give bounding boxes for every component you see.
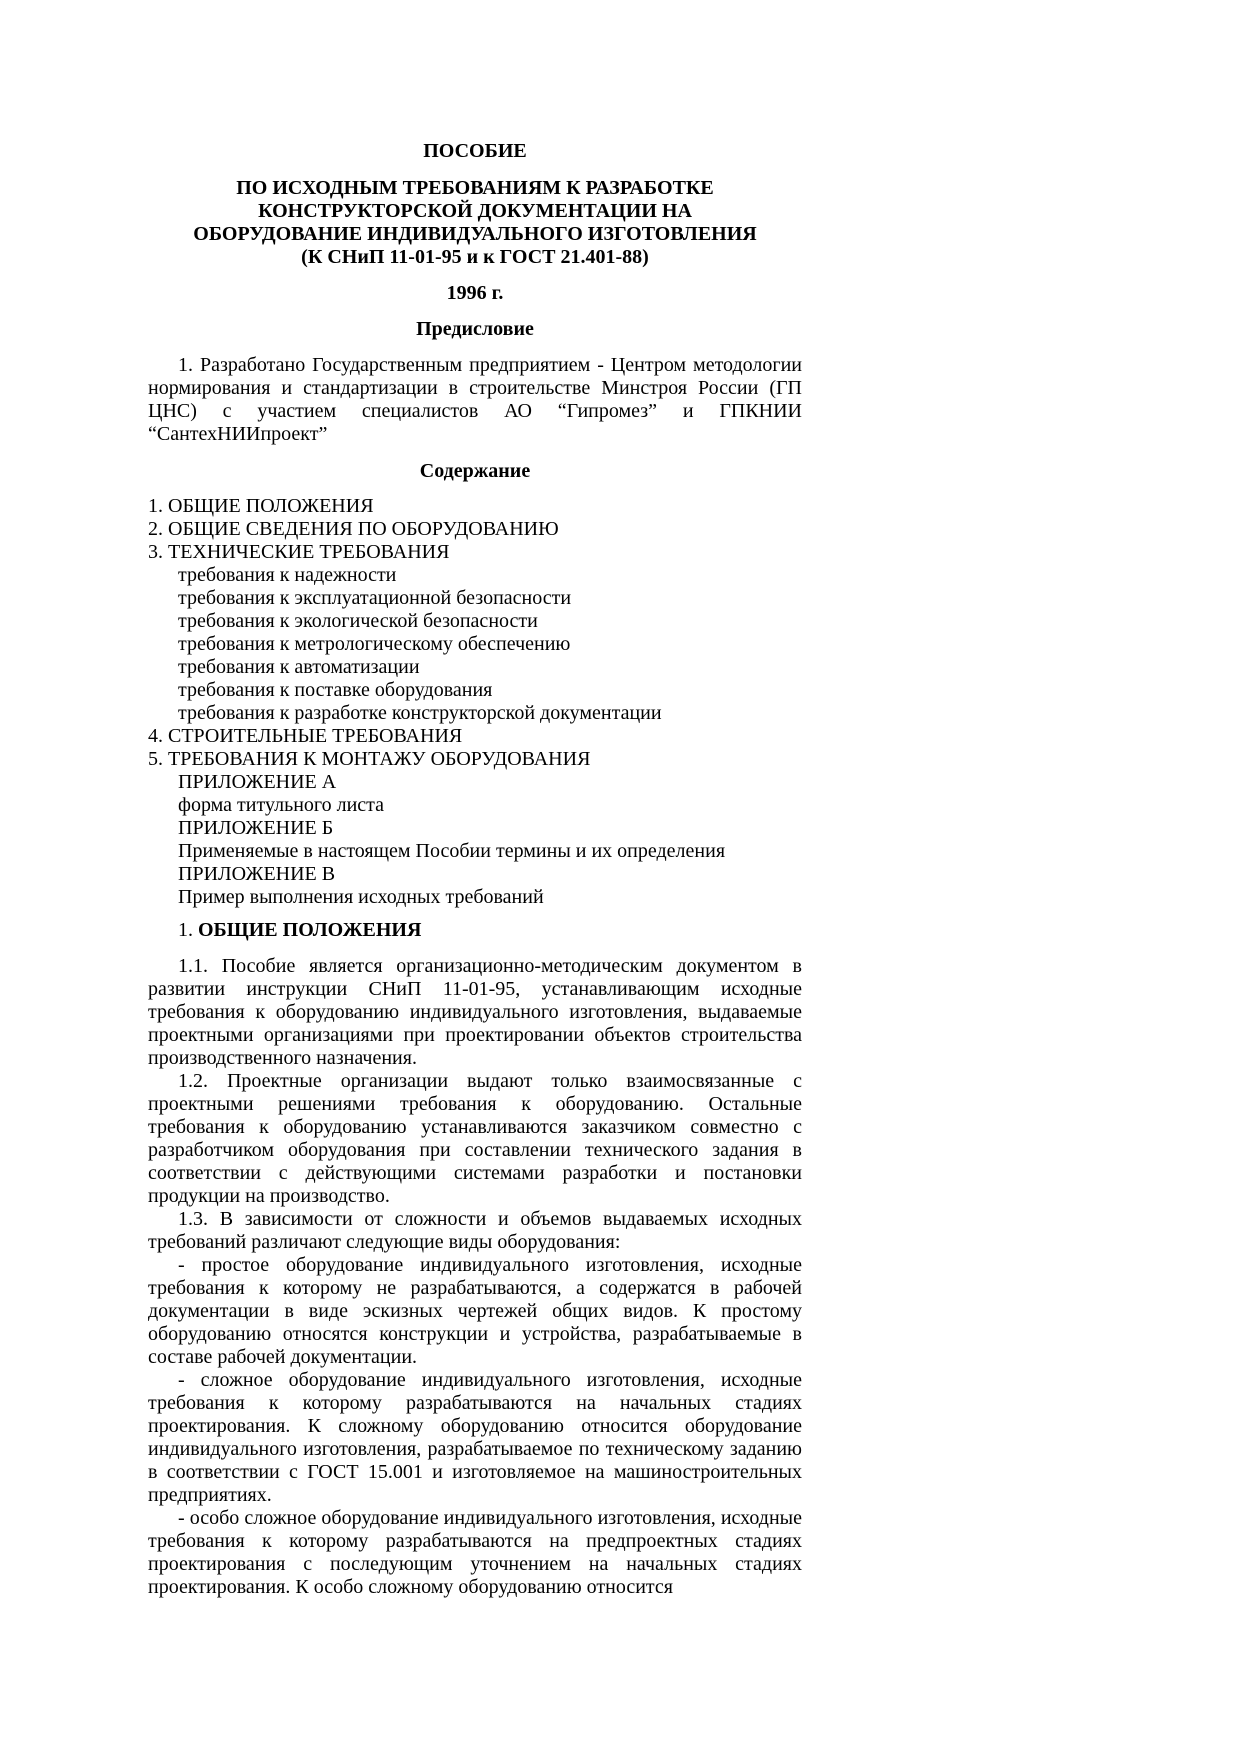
toc-item: требования к поставке оборудования <box>178 679 493 701</box>
toc-item: требования к экологической безопасности <box>178 610 538 632</box>
subtitle-line: (К СНиП 11-01-95 и к ГОСТ 21.401-88) <box>301 246 649 268</box>
toc-item: 3. ТЕХНИЧЕСКИЕ ТРЕБОВАНИЯ <box>148 541 450 563</box>
toc-item: требования к разработке конструкторской документации <box>178 702 662 724</box>
section-paragraph: - особо сложное оборудование индивидуального изготовления, исходные требования к которому разрабатываются на предпроектных стадиях проектирования с последующим уточнением на начальных стадиях проектирования. К особо сложному оборудованию относится <box>148 1507 802 1598</box>
toc-item: требования к автоматизации <box>178 656 420 678</box>
section-title: ОБЩИЕ ПОЛОЖЕНИЯ <box>198 919 422 941</box>
table-of-contents <box>148 495 802 909</box>
subtitle-line: КОНСТРУКТОРСКОЙ ДОКУМЕНТАЦИИ НА <box>258 200 692 222</box>
subtitle-line: ОБОРУДОВАНИЕ ИНДИВИДУАЛЬНОГО ИЗГОТОВЛЕНИЯ <box>193 223 757 245</box>
subtitle-line: ПО ИСХОДНЫМ ТРЕБОВАНИЯМ К РАЗРАБОТКЕ <box>236 177 714 199</box>
document-year: 1996 г. <box>446 282 504 304</box>
toc-item: ПРИЛОЖЕНИЕ В <box>178 863 336 885</box>
toc-item: 4. СТРОИТЕЛЬНЫЕ ТРЕБОВАНИЯ <box>148 725 463 747</box>
document-page <box>148 140 802 1599</box>
toc-item: 1. ОБЩИЕ ПОЛОЖЕНИЯ <box>148 495 374 517</box>
toc-item: требования к надежности <box>178 564 397 586</box>
toc-item: 5. ТРЕБОВАНИЯ К МОНТАЖУ ОБОРУДОВАНИЯ <box>148 748 591 770</box>
section-paragraph: 1.3. В зависимости от сложности и объемов выдаваемых исходных требований различают следующие виды оборудования: <box>148 1208 802 1253</box>
section-paragraph: 1.2. Проектные организации выдают только взаимосвязанные с проектными решениями требования к оборудованию. Остальные требования к оборудованию устанавливаются заказчиком совместно с разработчиком оборудования при составлении технического задания в соответствии с действующими системами разработки и постановки продукции на производство. <box>148 1070 802 1207</box>
toc-item: форма титульного листа <box>178 794 385 816</box>
toc-item: Пример выполнения исходных требований <box>178 886 544 908</box>
section-paragraph: 1.1. Пособие является организационно-методическим документом в развитии инструкции СНиП 11-01-95, устанавливающим исходные требования к оборудованию индивидуального изготовления, выдаваемые проектными организациями при проектировании объектов строительства производственного назначения. <box>148 955 802 1069</box>
section-body <box>148 955 802 1599</box>
toc-item: 2. ОБЩИЕ СВЕДЕНИЯ ПО ОБОРУДОВАНИЮ <box>148 518 559 540</box>
section-paragraph: - сложное оборудование индивидуального изготовления, исходные требования к которому разрабатываются на начальных стадиях проектирования. К сложному оборудованию относится оборудование индивидуального изготовления, разрабатываемое по техническому заданию в соответствии с ГОСТ 15.001 и изготовляемое на машиностроительных предприятиях. <box>148 1369 802 1506</box>
toc-item: Применяемые в настоящем Пособии термины и их определения <box>178 840 726 862</box>
section-paragraph: - простое оборудование индивидуального изготовления, исходные требования к которому не разрабатываются, а содержатся в рабочей документации в виде эскизных чертежей общих видов. К простому оборудованию относятся конструкции и устройства, разрабатываемые в составе рабочей документации. <box>148 1254 802 1368</box>
toc-item: требования к метрологическому обеспечению <box>178 633 571 655</box>
preface-text: 1. Разработано Государственным предприятием - Центром методологии нормирования и стандартизации в строительстве Минстроя России (ГП ЦНС) с участием специалистов АО “Гипромез” и ГПКНИИ “СантехНИИпроект” <box>148 354 802 445</box>
document-title: ПОСОБИЕ <box>423 140 527 162</box>
section-heading <box>148 919 802 942</box>
section-number: 1. <box>178 919 198 941</box>
contents-heading: Содержание <box>419 460 531 482</box>
toc-item: ПРИЛОЖЕНИЕ А <box>178 771 337 793</box>
document-subtitle <box>148 177 802 269</box>
preface-heading: Предисловие <box>416 318 534 340</box>
toc-item: ПРИЛОЖЕНИЕ Б <box>178 817 334 839</box>
toc-item: требования к эксплуатационной безопасности <box>178 587 572 609</box>
